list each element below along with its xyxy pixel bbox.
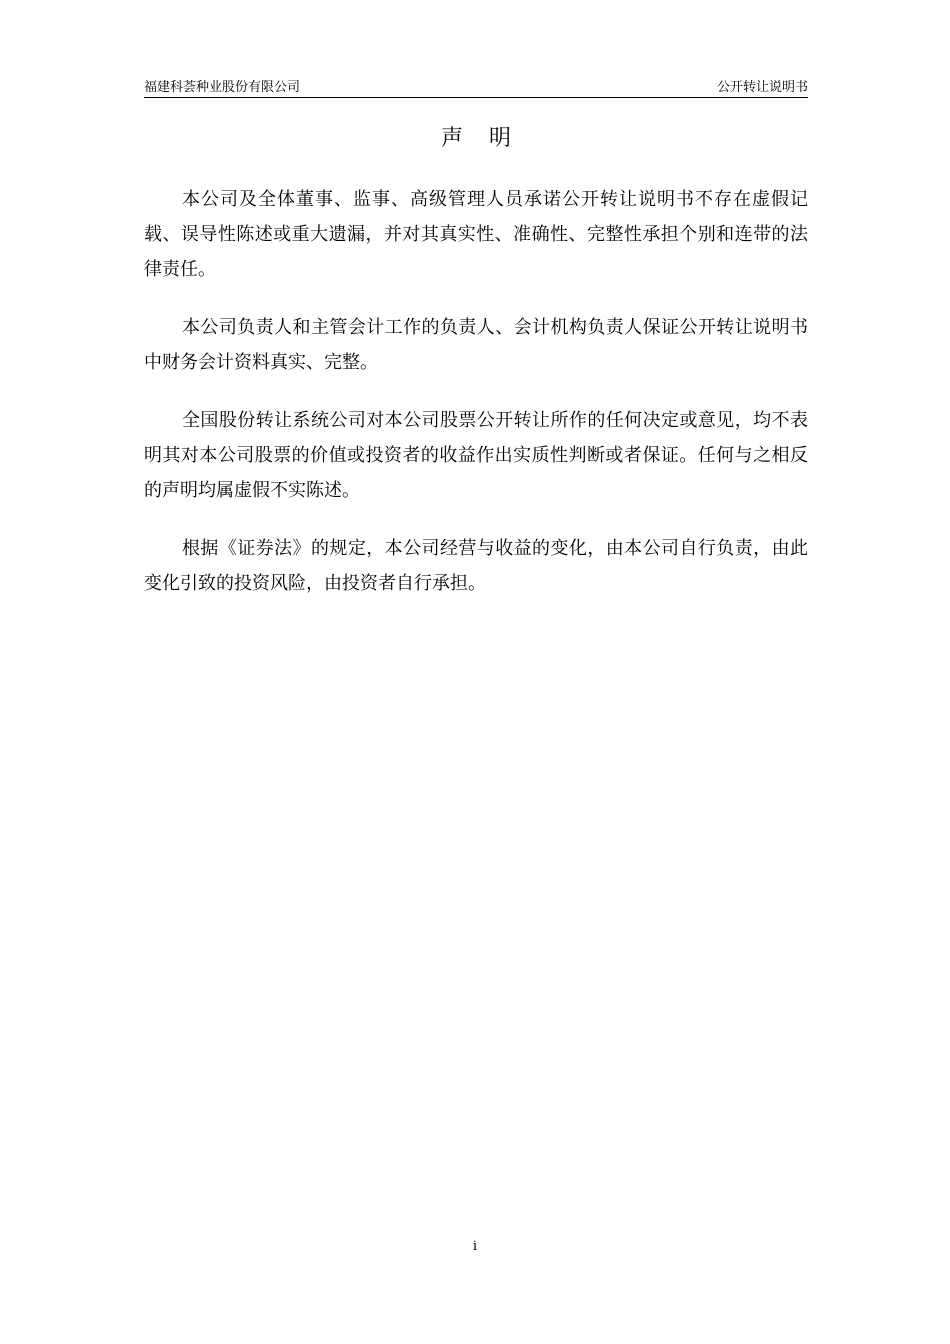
paragraph-2: 本公司负责人和主管会计工作的负责人、会计机构负责人保证公开转让说明书中财务会计资料真实、完整。 [144,317,808,373]
paragraph-3: 全国股份转让系统公司对本公司股票公开转让所作的任何决定或意见，均不表明其对本公司股票的价值或投资者的收益作出实质性判断或者保证。任何与之相反的声明均属虚假不实陈述。 [144,410,808,501]
header-divider [144,97,808,98]
page-number: i [472,1239,478,1254]
page-header [144,78,808,98]
declaration-body [144,182,808,624]
page-title: 声明 [440,126,537,151]
header-company-name: 福建科荟种业股份有限公司 [144,80,301,95]
header-document-type: 公开转让说明书 [716,80,808,95]
paragraph-4: 根据《证券法》的规定，本公司经营与收益的变化，由本公司自行负责，由此变化引致的投资风险，由投资者自行承担。 [144,538,808,594]
paragraph-1: 本公司及全体董事、监事、高级管理人员承诺公开转让说明书不存在虚假记载、误导性陈述或重大遗漏，并对其真实性、准确性、完整性承担个别和连带的法律责任。 [144,189,808,280]
